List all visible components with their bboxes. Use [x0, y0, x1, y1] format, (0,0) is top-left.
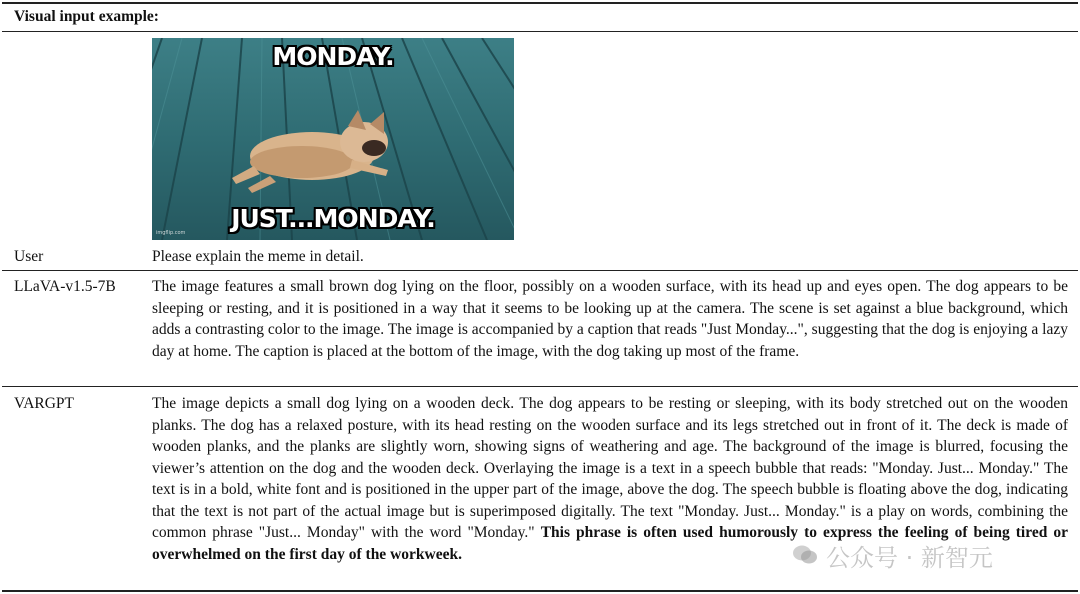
table-bottom-rule — [2, 590, 1078, 592]
meme-site-mark: imgflip.com — [156, 230, 186, 236]
row-label-llava: LLaVA-v1.5-7B — [14, 278, 116, 295]
platform-watermark — [792, 538, 1052, 572]
vargpt-response-emphasis: This phrase is often used humorously to express the feeling of being tired or overwhelmed on the first day of the workweek. — [152, 524, 1069, 563]
watermark-text: 公众号 · 新智元 — [826, 543, 993, 572]
header-rule — [2, 31, 1078, 32]
meme-image — [152, 38, 514, 240]
row-label-user: User — [14, 248, 44, 265]
wechat-icon — [792, 544, 818, 566]
row-rule-llava — [2, 270, 1078, 271]
vargpt-response-text: The image depicts a small dog lying on a wooden deck. The dog appears to be resting or sleeping, with its body stretched out on the wooden planks. The dog has a relaxed posture, with its head resting on the wooden surface and its legs stretched out in front of it. The deck is made of wooden planks, and the planks are slightly worn, showing signs of weathering and age. The background of the image is blurred, focusing the viewer’s attention on the dog and the wooden deck. Overlaying the image is a text in a speech bubble that reads: "Monday. Just... Monday." The text is in a bold, white font and is positioned in the upper part of the image, above the dog. The speech bubble is floating above the dog, indicating that the text is not part of the actual image but is superimposed digitally. The text "Monday. Just... Monday." is a play on words, combining the common phrase "Just... Monday" with the word "Monday." — [152, 395, 1068, 541]
table-top-rule — [2, 2, 1078, 4]
row-rule-vargpt — [2, 386, 1078, 387]
row-label-vargpt: VARGPT — [14, 395, 75, 412]
meme-bottom-caption: JUST...MONDAY. — [231, 204, 435, 233]
user-prompt: Please explain the meme in detail. — [152, 248, 364, 265]
llava-response: The image features a small brown dog lying on the floor, possibly on a wooden surface, with its head up and eyes open. The dog appears to be sleeping or resting, and it is positioned in a way that it seems to be looking up at the camera. The scene is set against a blue background, which adds a contrasting color to the image. The image is accompanied by a caption that reads "Just Monday...", suggesting that the dog is enjoying a lazy day at home. The caption is placed at the bottom of the image, with the dog taking up most of the frame. — [152, 278, 1068, 360]
table-heading: Visual input example: — [14, 8, 159, 25]
meme-top-caption: MONDAY. — [272, 42, 394, 71]
